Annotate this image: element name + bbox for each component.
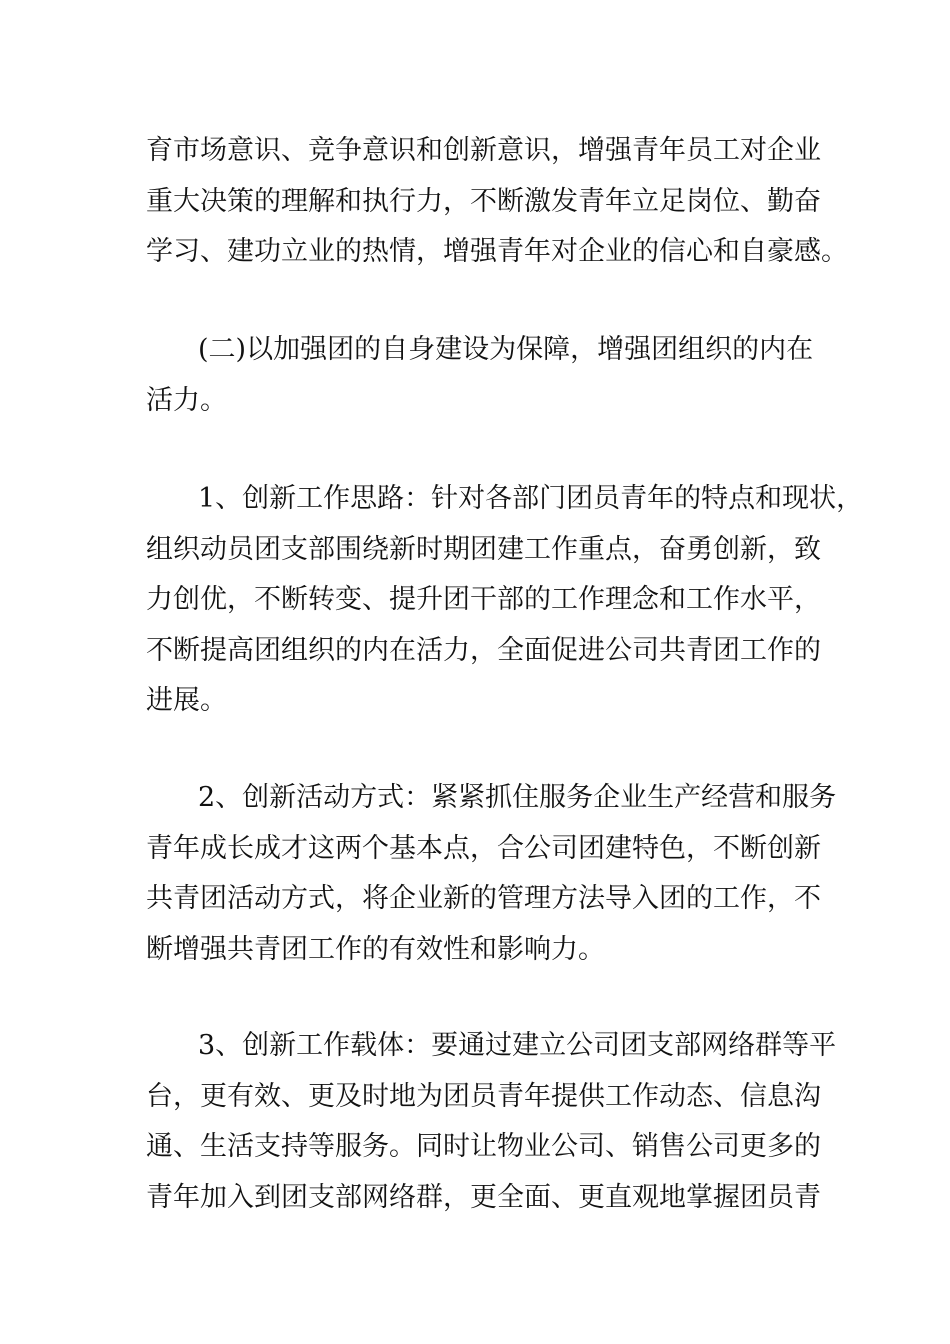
paragraph-line: 共青团活动方式，将企业新的管理方法导入团的工作，不	[146, 883, 821, 914]
paragraph-line: (二)以加强团的自身建设为保障，增强团组织的内在	[198, 334, 814, 365]
intro-continuation-paragraph	[146, 126, 848, 278]
paragraph-line: 1、创新工作思路：针对各部门团员青年的特点和现状，	[198, 483, 864, 514]
item-2-paragraph	[146, 773, 836, 975]
paragraph-line: 青年加入到团支部网络群，更全面、更直观地掌握团员青	[146, 1181, 821, 1213]
paragraph-line: 活力。	[146, 384, 227, 416]
paragraph-line: 组织动员团支部围绕新时期团建工作重点，奋勇创新，致	[146, 533, 821, 565]
section-two-heading-paragraph	[146, 325, 836, 426]
paragraph-line: 重大决策的理解和执行力，不断激发青年立足岗位、勤奋	[146, 185, 821, 217]
paragraph-line: 青年成长成才这两个基本点，合公司团建特色，不断创新	[146, 832, 821, 864]
item-1-paragraph	[146, 474, 864, 727]
paragraph-line: 2、创新活动方式：紧紧抓住服务企业生产经营和服务	[198, 782, 837, 813]
paragraph-line: 断增强共青团工作的有效性和影响力。	[146, 933, 605, 965]
paragraph-line: 力创优，不断转变、提升团干部的工作理念和工作水平，	[146, 584, 821, 615]
paragraph-line: 学习、建功立业的热情，增强青年对企业的信心和自豪感。	[146, 236, 848, 267]
paragraph-line: 3、创新工作载体：要通过建立公司团支部网络群等平	[198, 1030, 837, 1061]
paragraph-line: 不断提高团组织的内在活力，全面促进公司共青团工作的	[146, 634, 821, 666]
paragraph-line: 进展。	[146, 685, 227, 716]
paragraph-line: 通、生活支持等服务。同时让物业公司、销售公司更多的	[146, 1131, 821, 1162]
paragraph-line: 育市场意识、竞争意识和创新意识，增强青年员工对企业	[146, 135, 821, 166]
item-3-paragraph	[146, 1021, 836, 1223]
paragraph-line: 台，更有效、更及时地为团员青年提供工作动态、信息沟	[146, 1080, 821, 1112]
